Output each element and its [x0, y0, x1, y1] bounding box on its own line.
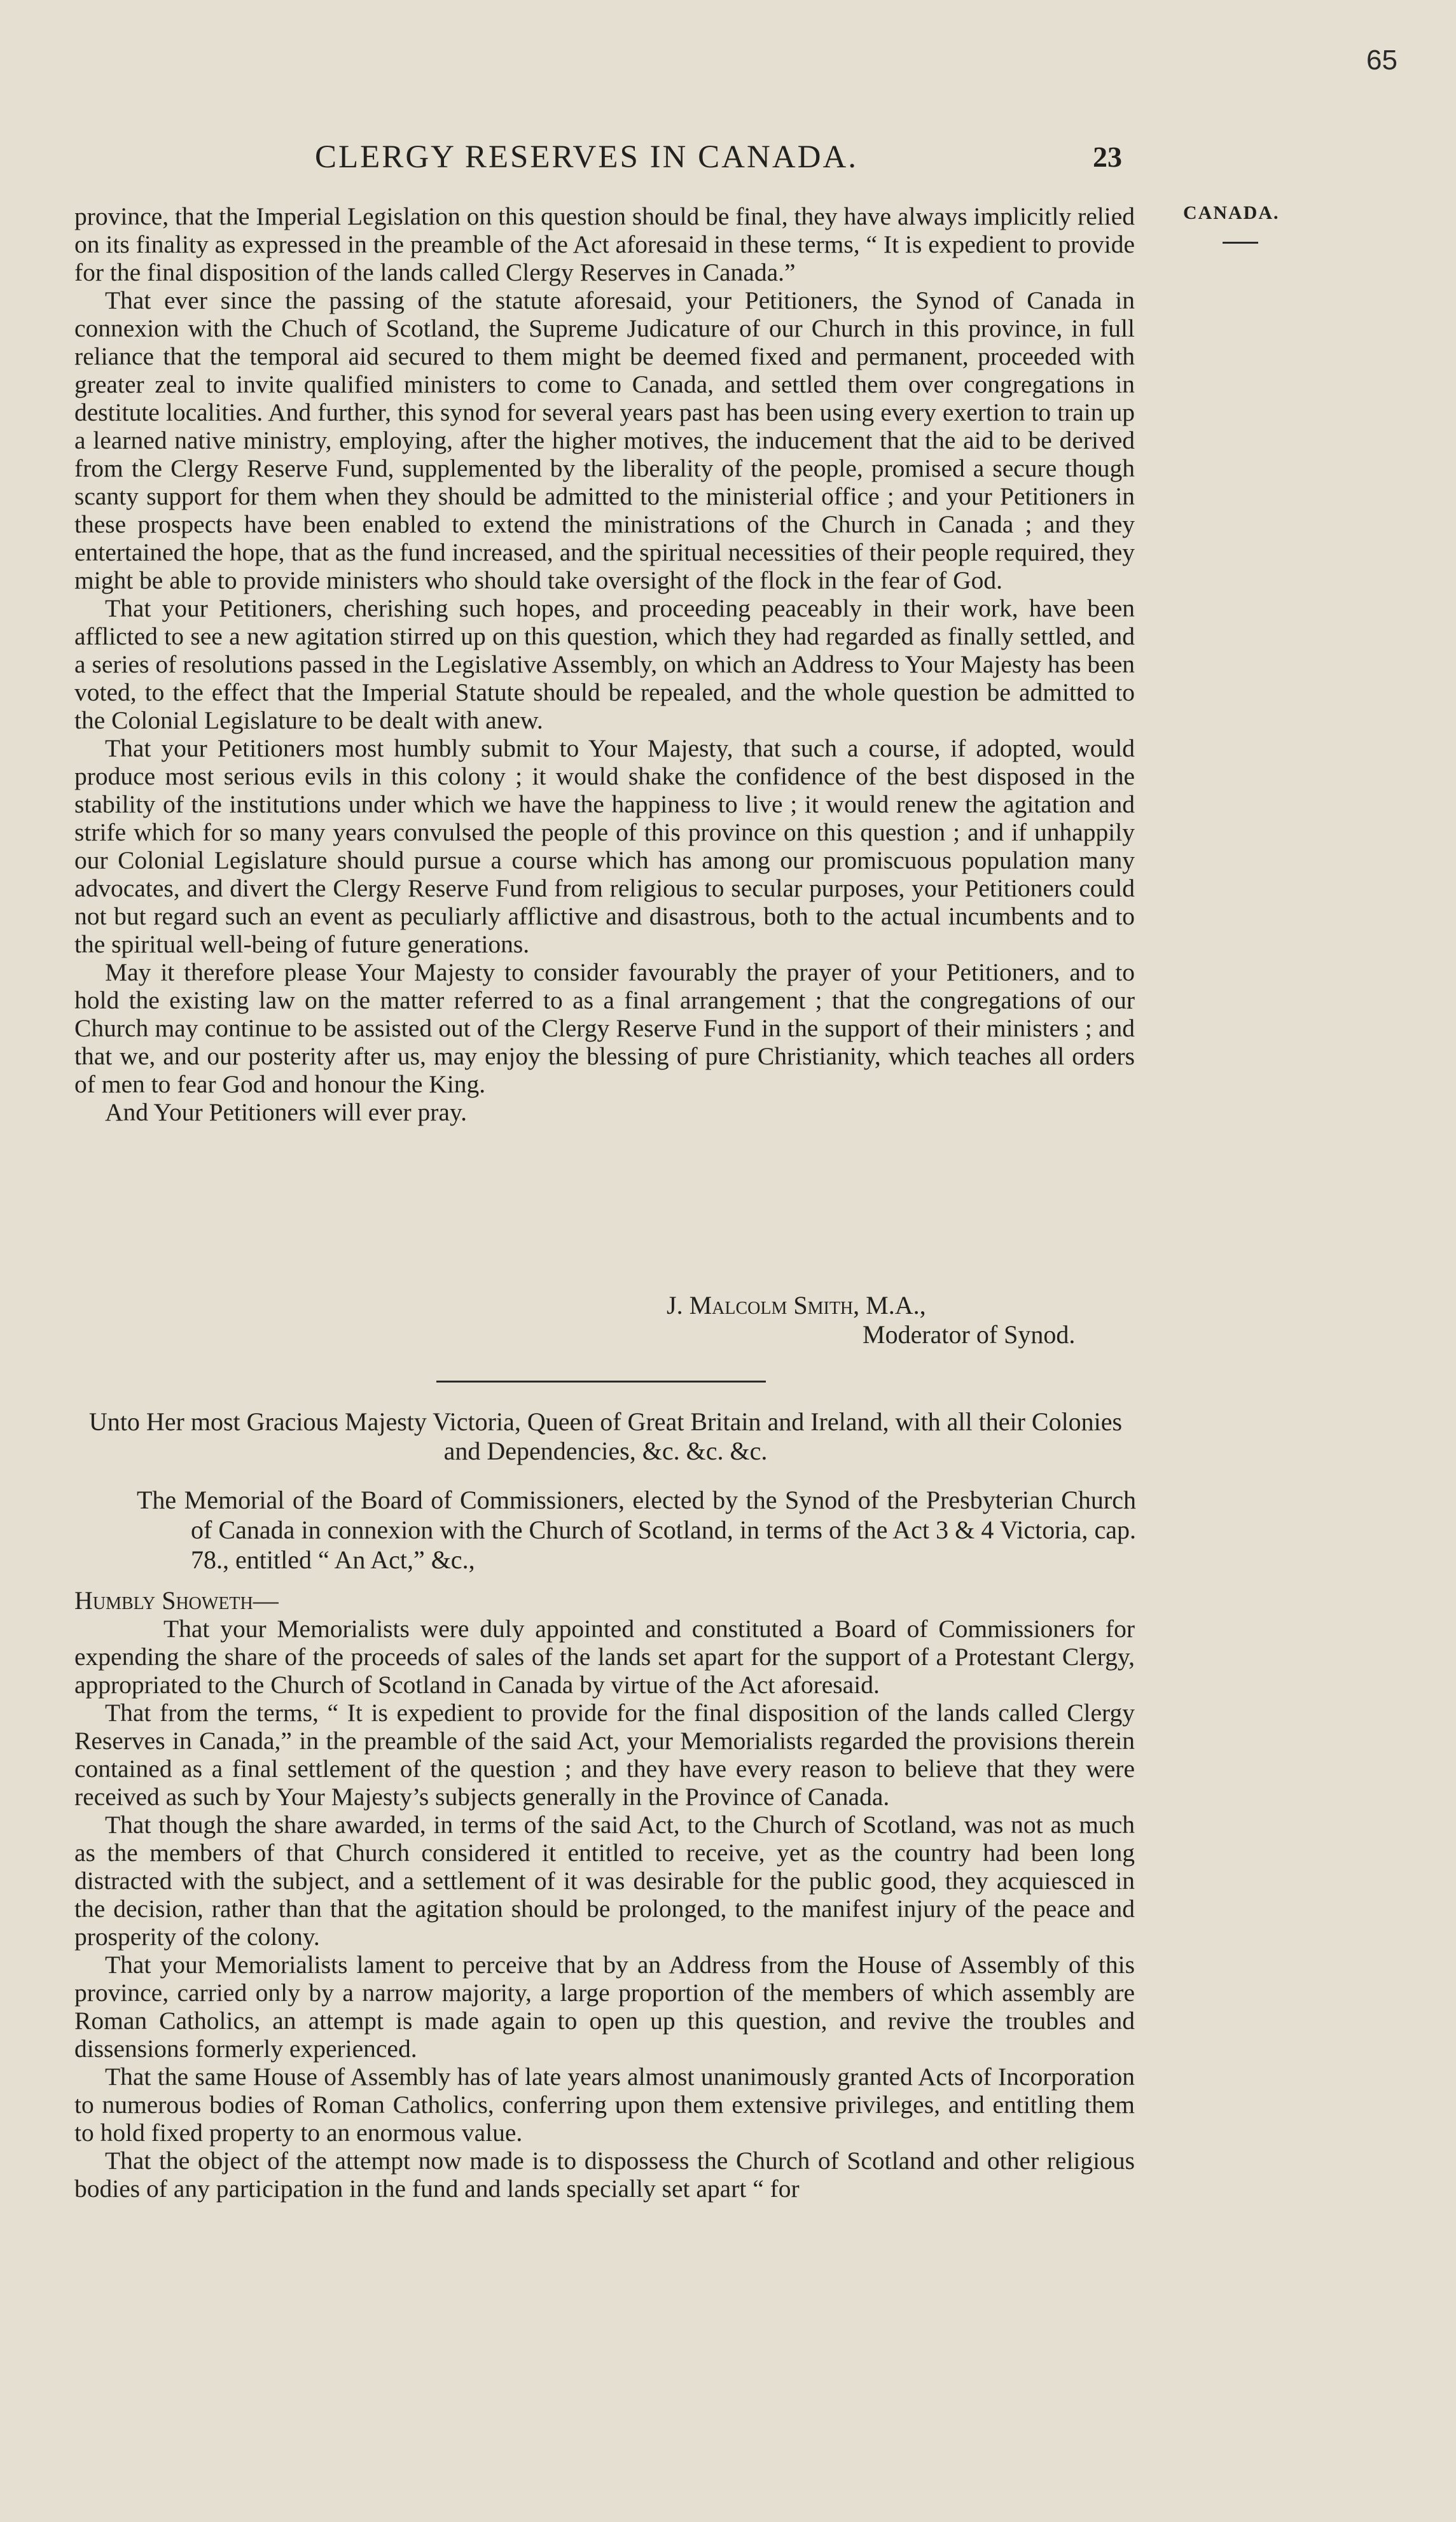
section-divider	[436, 1381, 766, 1383]
signature-title: Moderator of Synod.	[863, 1320, 1076, 1349]
page-number: 65	[1366, 45, 1397, 76]
signature-name: J. Malcolm Smith, M.A.,	[667, 1291, 926, 1320]
humbly-showeth: Humbly Showeth—	[74, 1586, 279, 1615]
petition-paragraph: province, that the Imperial Legislation on this question should be final, they have always implicitly relied on its finality as expressed in the preamble of the Act aforesaid in these terms, “ It is expedient to provide for the final disposition of the lands called Clergy Reserves in Canada.”	[74, 202, 1135, 286]
memorial-paragraph: That the object of the attempt now made is to dispossess the Church of Scotland and other religious bodies of any participation in the fund and lands specially set apart “ for	[74, 2147, 1135, 2203]
petition-paragraph: That your Petitioners most humbly submit to Your Majesty, that such a course, if adopted, would produce most serious evils in this colony ; it would shake the confidence of the best disposed in the stability of the institutions under which we have the happiness to live ; it would renew the agitation and strife which for so many years convulsed the people of this province on this question ; and if unhappily our Colonial Legislature should pursue a course which has among our promiscuous population many advocates, and divert the Clergy Reserve Fund from religious to secular purposes, your Petitioners could not but regard such an event as peculiarly afflictive and disastrous, both to the actual incumbents and to the spiritual well-being of future generations.	[74, 734, 1135, 958]
memorial-paragraph: That your Memorialists lament to perceive that by an Address from the House of Assembly of this province, carried only by a narrow majority, a large proportion of the members of which assembly are Roman Catholics, an attempt is made again to open up this question, and revive the troubles and dissensions formerly experienced.	[74, 1951, 1135, 2063]
memorial-paragraph: That though the share awarded, in terms of the said Act, to the Church of Scotland, was not as much as the members of that Church considered it entitled to receive, yet as the country had been long distracted with the subject, and a settlement of it was desirable for the public good, they acquiesced in the decision, rather than that the agitation should be prolonged, to the manifest injury of the peace and prosperity of the colony.	[74, 1811, 1135, 1951]
memorial-body	[74, 1615, 1135, 2203]
memorial-paragraph: That the same House of Assembly has of late years almost unanimously granted Acts of Incorporation to numerous bodies of Roman Catholics, conferring upon them extensive privileges, and entitling them to hold fixed property to an enormous value.	[74, 2063, 1135, 2147]
memorial-paragraph: That from the terms, “ It is expedient to provide for the final disposition of the lands called Clergy Reserves in Canada,” in the preamble of the said Act, your Memorialists regarded the provisions therein contained as a final settlement of the question ; and they have every reason to believe that they were received as such by Your Majesty’s subjects generally in the Province of Canada.	[74, 1699, 1135, 1811]
folio: 23	[1093, 141, 1122, 173]
memorial-heading: The Memorial of the Board of Commissioners, elected by the Synod of the Presbyterian Church of Canada in connexion with the Church of Scotland, in terms of the Act 3 & 4 Victoria, cap. 78., entitled “ An Act,” &c.,	[137, 1486, 1136, 1574]
margin-rule	[1223, 242, 1258, 244]
margin-label: CANADA.	[1183, 202, 1280, 223]
petition-paragraph: That your Petitioners, cherishing such hopes, and proceeding peaceably in their work, have been afflicted to see a new agitation stirred up on this question, which they had regarded as finally settled, and a series of resolutions passed in the Legislative Assembly, on which an Address to Your Majesty has been voted, to the effect that the Imperial Statute should be repealed, and the whole question be admitted to the Colonial Legislature to be dealt with anew.	[74, 594, 1135, 734]
petition-paragraph: May it therefore please Your Majesty to consider favourably the prayer of your Petitioners, and to hold the existing law on the matter referred to as a final arrangement ; that the congregations of our Church may continue to be assisted out of the Clergy Reserve Fund in the support of their ministers ; and that we, and our posterity after us, may enjoy the blessing of pure Christianity, which teaches all orders of men to fear God and honour the King.	[74, 958, 1135, 1098]
petition-paragraph: And Your Petitioners will ever pray.	[105, 1098, 468, 1126]
running-head: CLERGY RESERVES IN CANADA.	[315, 139, 859, 175]
memorial-paragraph: That your Memorialists were duly appointed and constituted a Board of Commissioners for expending the share of the proceeds of sales of the lands set apart for the support of a Protestant Clergy, appropriated to the Church of Scotland in Canada by virtue of the Act aforesaid.	[74, 1615, 1135, 1699]
address-heading: Unto Her most Gracious Majesty Victoria, Queen of Great Britain and Ireland, with all their Colonies and Dependencies, &c. &c. &c.	[88, 1407, 1123, 1465]
petition-paragraph: That ever since the passing of the statute aforesaid, your Petitioners, the Synod of Canada in connexion with the Chuch of Scotland, the Supreme Judicature of our Church in this province, in full reliance that the temporal aid secured to them might be deemed fixed and permanent, proceeded with greater zeal to invite qualified ministers to come to Canada, and settled them over congregations in destitute localities. And further, this synod for several years past has been using every exertion to train up a learned native ministry, employing, after the higher motives, the inducement that the aid to be derived from the Clergy Reserve Fund, supplemented by the liberality of the people, promised a secure though scanty support for them when they should be admitted to the ministerial office ; and your Petitioners in these prospects have been enabled to extend the ministrations of the Church in Canada ; and they entertained the hope, that as the fund increased, and the spiritual necessities of their people required, they might be able to provide ministers who should take oversight of the flock in the fear of God.	[74, 286, 1135, 594]
petition-body	[74, 202, 1135, 1126]
